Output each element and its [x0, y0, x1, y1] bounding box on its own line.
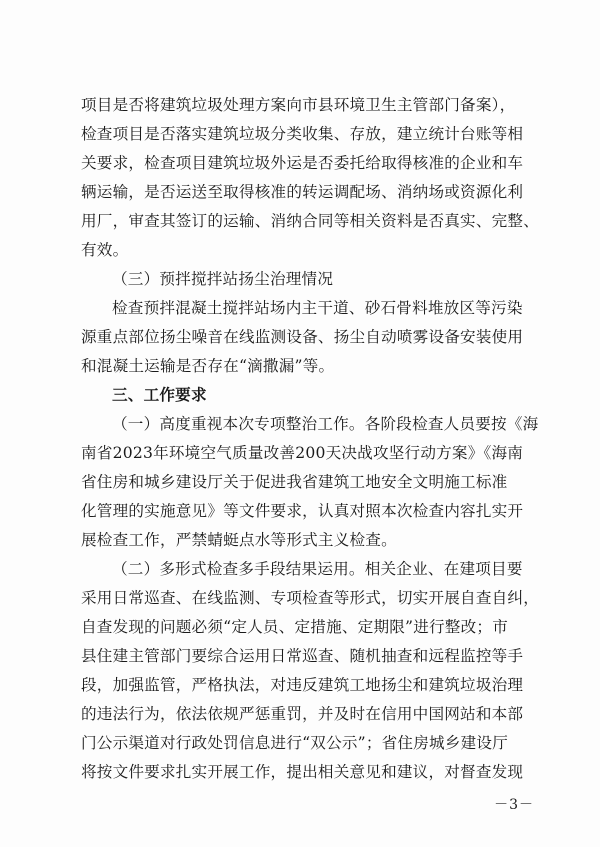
body-line: 自查发现的问题必须“定人员、定措施、定期限”进行整改；市 — [81, 618, 508, 636]
body-line: 用厂，审查其签订的运输、消纳合同等相关资料是否真实、完整、 — [81, 212, 540, 230]
body-line: 的违法行为，依法依规严惩重罚，并及时在信用中国网站和本部 — [81, 705, 524, 723]
document-body — [81, 91, 541, 787]
body-line: 段，加强监管，严格执法，对违反建筑工地扬尘和建筑垃圾治理 — [81, 676, 524, 694]
page-number: －3－ — [494, 797, 534, 813]
body-line: 将按文件要求扎实开展工作，提出相关意见和建议，对督查发现 — [81, 763, 524, 781]
body-line: 展检查工作，严禁蜻蜓点水等形式主义检查。 — [81, 531, 397, 549]
body-line: （二）多形式检查多手段结果运用。相关企业、在建项目要 — [112, 560, 523, 578]
body-line: 源重点部位扬尘噪音在线监测设备、扬尘自动喷雾设备安装使用 — [81, 328, 524, 346]
body-line: （一）高度重视本次专项整治工作。各阶段检查人员要按《海 — [112, 415, 539, 433]
subsection-heading: （三）预拌搅拌站扬尘治理情况 — [112, 270, 334, 288]
body-line: 和混凝土运输是否存在“滴撒漏”等。 — [81, 357, 335, 375]
body-line: 化管理的实施意见》等文件要求，认真对照本次检查内容扎实开 — [81, 502, 524, 520]
body-line: 检查预拌混凝土搅拌站场内主干道、砂石骨料堆放区等污染 — [112, 299, 523, 317]
body-line: 采用日常巡查、在线监测、专项检查等形式，切实开展自查自纠， — [81, 589, 540, 607]
body-line: 检查项目是否落实建筑垃圾分类收集、存放，建立统计台账等相 — [81, 125, 524, 143]
body-line: 南省2023年环境空气质量改善200天决战攻坚行动方案》《海南 — [81, 444, 524, 462]
body-line: 辆运输，是否运送至取得核准的转运调配场、消纳场或资源化利 — [81, 183, 524, 201]
body-line: 省住房和城乡建设厅关于促进我省建筑工地安全文明施工标准 — [81, 473, 508, 491]
section-heading: 三、工作要求 — [112, 386, 207, 404]
body-line: 有效。 — [81, 241, 129, 259]
body-line: 关要求，检查项目建筑垃圾外运是否委托给取得核准的企业和车 — [81, 154, 524, 172]
body-line: 县住建主管部门要综合运用日常巡查、随机抽查和远程监控等手 — [81, 647, 524, 665]
body-line: 门公示渠道对行政处罚信息进行“双公示”；省住房城乡建设厅 — [81, 734, 508, 752]
body-line: 项目是否将建筑垃圾处理方案向市县环境卫生主管部门备案）， — [81, 96, 516, 114]
